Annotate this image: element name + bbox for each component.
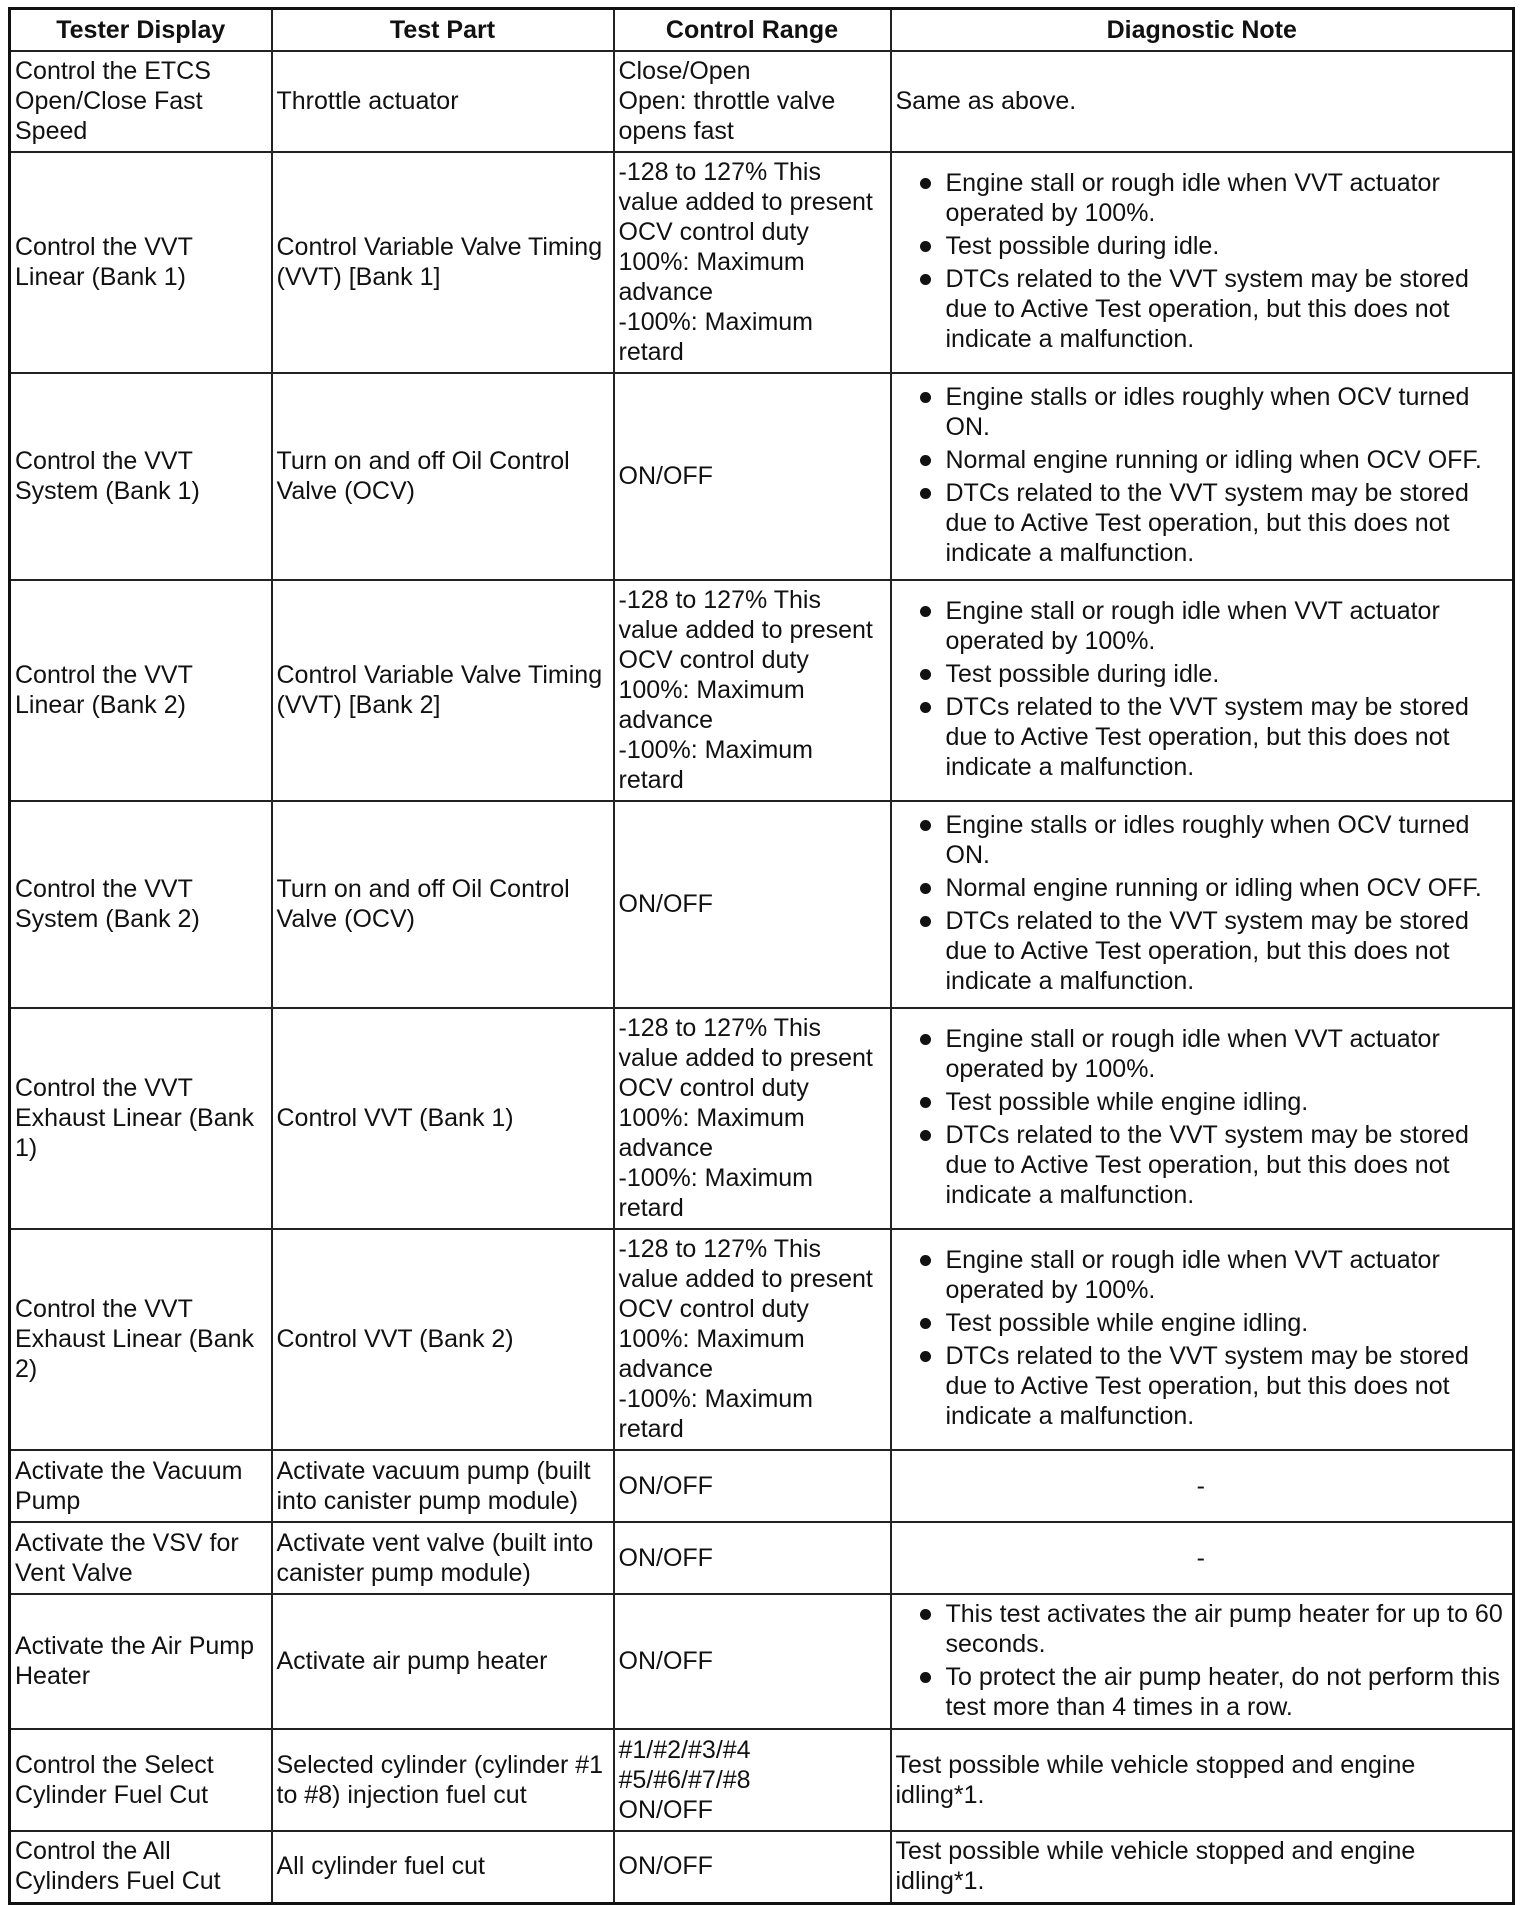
control-range-cell <box>614 801 891 1008</box>
note-bullet-item: This test activates the air pump heater for up to 60 seconds. <box>896 1599 1507 1659</box>
tester-display-cell: Control the VVT Exhaust Linear (Bank 1) <box>10 1008 272 1229</box>
control-range-line: ON/OFF <box>618 1471 713 1500</box>
control-range-line: Close/Open <box>618 57 751 85</box>
control-range-line: ON/OFF <box>618 1647 713 1675</box>
control-range-line: #1/#2/#3/#4 <box>618 1735 751 1764</box>
tester-display-cell: Control the Select Cylinder Fuel Cut <box>10 1729 272 1831</box>
control-range-cell <box>614 1729 891 1831</box>
note-bullet-item: Normal engine running or idling when OCV OFF. <box>896 445 1507 475</box>
table-row <box>10 1729 1514 1831</box>
tester-display-cell: Control the All Cylinders Fuel Cut <box>10 1831 272 1903</box>
header-diagnostic-note: Diagnostic Note <box>891 9 1514 52</box>
note-bullet-item: DTCs related to the VVT system may be stored due to Active Test operation, but this does not indicate a malfunction. <box>896 264 1507 354</box>
note-list <box>896 1599 1507 1722</box>
control-range-cell <box>614 1522 891 1594</box>
note-bullet-item: Engine stall or rough idle when VVT actuator operated by 100%. <box>896 596 1507 656</box>
note-bullet-item: Test possible while engine idling. <box>896 1087 1507 1117</box>
test-part-cell: Turn on and off Oil Control Valve (OCV) <box>272 373 614 580</box>
control-range-line: ON/OFF <box>618 462 713 490</box>
note-list <box>896 1024 1507 1210</box>
table-row <box>10 51 1514 152</box>
test-part-cell: Selected cylinder (cylinder #1 to #8) injection fuel cut <box>272 1729 614 1831</box>
test-part-cell: Activate vacuum pump (built into canister pump module) <box>272 1450 614 1522</box>
diagnostic-note-cell <box>891 1594 1514 1729</box>
control-range-cell <box>614 373 891 580</box>
note-list <box>896 382 1507 568</box>
note-bullet-item: DTCs related to the VVT system may be stored due to Active Test operation, but this does not indicate a malfunction. <box>896 478 1507 568</box>
control-range-line: -128 to 127% This value added to present OCV control duty <box>618 586 873 674</box>
note-bullet-item: Engine stalls or idles roughly when OCV turned ON. <box>896 810 1507 870</box>
table-row <box>10 1831 1514 1903</box>
diagnostic-note-cell: Same as above. <box>891 51 1514 152</box>
tester-display-cell: Control the ETCS Open/Close Fast Speed <box>10 51 272 152</box>
active-test-table <box>8 7 1515 1905</box>
control-range-line: ON/OFF <box>618 1543 713 1572</box>
header-test-part: Test Part <box>272 9 614 52</box>
note-bullet-item: Engine stall or rough idle when VVT actuator operated by 100%. <box>896 1245 1507 1305</box>
note-bullet-item: Test possible during idle. <box>896 231 1507 261</box>
control-range-cell <box>614 152 891 373</box>
table-row <box>10 1594 1514 1729</box>
control-range-cell <box>614 1229 891 1450</box>
tester-display-cell: Control the VVT Exhaust Linear (Bank 2) <box>10 1229 272 1450</box>
diagnostic-note-cell: - <box>891 1522 1514 1594</box>
note-list <box>896 596 1507 782</box>
control-range-line: Open: throttle valve opens fast <box>618 87 836 145</box>
table-row <box>10 152 1514 373</box>
header-control-range: Control Range <box>614 9 891 52</box>
note-bullet-item: Engine stall or rough idle when VVT actuator operated by 100%. <box>896 168 1507 228</box>
control-range-cell <box>614 1450 891 1522</box>
control-range-line: -128 to 127% This value added to present OCV control duty <box>618 158 873 246</box>
control-range-line: -128 to 127% This value added to present OCV control duty <box>618 1014 873 1102</box>
note-bullet-item: Test possible during idle. <box>896 659 1507 689</box>
table-row <box>10 373 1514 580</box>
diagnostic-note-cell <box>891 152 1514 373</box>
note-bullet-item: Normal engine running or idling when OCV OFF. <box>896 873 1507 903</box>
table-row <box>10 1450 1514 1522</box>
control-range-line: ON/OFF <box>618 890 713 918</box>
control-range-line: 100%: Maximum advance <box>618 676 805 734</box>
control-range-line: -100%: Maximum retard <box>618 736 813 794</box>
tester-display-cell: Control the VVT System (Bank 2) <box>10 801 272 1008</box>
diagnostic-note-cell <box>891 580 1514 801</box>
control-range-cell <box>614 1831 891 1903</box>
table-row <box>10 1008 1514 1229</box>
test-part-cell: Control VVT (Bank 2) <box>272 1229 614 1450</box>
note-bullet-item: DTCs related to the VVT system may be stored due to Active Test operation, but this does not indicate a malfunction. <box>896 692 1507 782</box>
note-bullet-item: Test possible while engine idling. <box>896 1308 1507 1338</box>
control-range-cell <box>614 1008 891 1229</box>
control-range-cell <box>614 580 891 801</box>
table-body <box>10 51 1514 1903</box>
control-range-line: #5/#6/#7/#8 <box>618 1765 751 1794</box>
tester-display-cell: Activate the Air Pump Heater <box>10 1594 272 1729</box>
tester-display-cell: Control the VVT System (Bank 1) <box>10 373 272 580</box>
control-range-cell <box>614 51 891 152</box>
tester-display-cell: Control the VVT Linear (Bank 2) <box>10 580 272 801</box>
diagnostic-note-cell <box>891 1229 1514 1450</box>
diagnostic-note-cell <box>891 801 1514 1008</box>
test-part-cell: Control Variable Valve Timing (VVT) [Bank 1] <box>272 152 614 373</box>
control-range-line: 100%: Maximum advance <box>618 1104 805 1162</box>
note-bullet-item: DTCs related to the VVT system may be stored due to Active Test operation, but this does not indicate a malfunction. <box>896 906 1507 996</box>
table-row <box>10 1522 1514 1594</box>
control-range-line: ON/OFF <box>618 1795 713 1824</box>
table-row <box>10 580 1514 801</box>
control-range-line: -100%: Maximum retard <box>618 1164 813 1222</box>
note-list <box>896 168 1507 354</box>
control-range-line: 100%: Maximum advance <box>618 1325 805 1383</box>
test-part-cell: Throttle actuator <box>272 51 614 152</box>
diagnostic-note-cell: - <box>891 1450 1514 1522</box>
test-part-cell: Activate air pump heater <box>272 1594 614 1729</box>
note-bullet-item: To protect the air pump heater, do not perform this test more than 4 times in a row. <box>896 1662 1507 1722</box>
control-range-line: -100%: Maximum retard <box>618 1385 813 1443</box>
test-part-cell: Activate vent valve (built into canister pump module) <box>272 1522 614 1594</box>
note-list <box>896 810 1507 996</box>
test-part-cell: Control Variable Valve Timing (VVT) [Bank 2] <box>272 580 614 801</box>
tester-display-cell: Activate the Vacuum Pump <box>10 1450 272 1522</box>
table-row <box>10 1229 1514 1450</box>
control-range-line: -100%: Maximum retard <box>618 308 813 366</box>
tester-display-cell: Activate the VSV for Vent Valve <box>10 1522 272 1594</box>
table-header-row <box>10 9 1514 52</box>
note-list <box>896 1245 1507 1431</box>
test-part-cell: Turn on and off Oil Control Valve (OCV) <box>272 801 614 1008</box>
test-part-cell: All cylinder fuel cut <box>272 1831 614 1903</box>
diagnostic-note-cell <box>891 373 1514 580</box>
control-range-line: ON/OFF <box>618 1852 713 1881</box>
control-range-line: 100%: Maximum advance <box>618 248 805 306</box>
diagnostic-note-cell: Test possible while vehicle stopped and engine idling*1. <box>891 1831 1514 1903</box>
diagnostic-note-cell <box>891 1008 1514 1229</box>
note-bullet-item: DTCs related to the VVT system may be stored due to Active Test operation, but this does not indicate a malfunction. <box>896 1341 1507 1431</box>
control-range-line: -128 to 127% This value added to present OCV control duty <box>618 1235 873 1323</box>
diagnostic-note-cell: Test possible while vehicle stopped and engine idling*1. <box>891 1729 1514 1831</box>
note-bullet-item: Engine stalls or idles roughly when OCV turned ON. <box>896 382 1507 442</box>
note-bullet-item: DTCs related to the VVT system may be stored due to Active Test operation, but this does not indicate a malfunction. <box>896 1120 1507 1210</box>
header-tester-display: Tester Display <box>10 9 272 52</box>
table-row <box>10 801 1514 1008</box>
tester-display-cell: Control the VVT Linear (Bank 1) <box>10 152 272 373</box>
control-range-cell <box>614 1594 891 1729</box>
note-bullet-item: Engine stall or rough idle when VVT actuator operated by 100%. <box>896 1024 1507 1084</box>
test-part-cell: Control VVT (Bank 1) <box>272 1008 614 1229</box>
